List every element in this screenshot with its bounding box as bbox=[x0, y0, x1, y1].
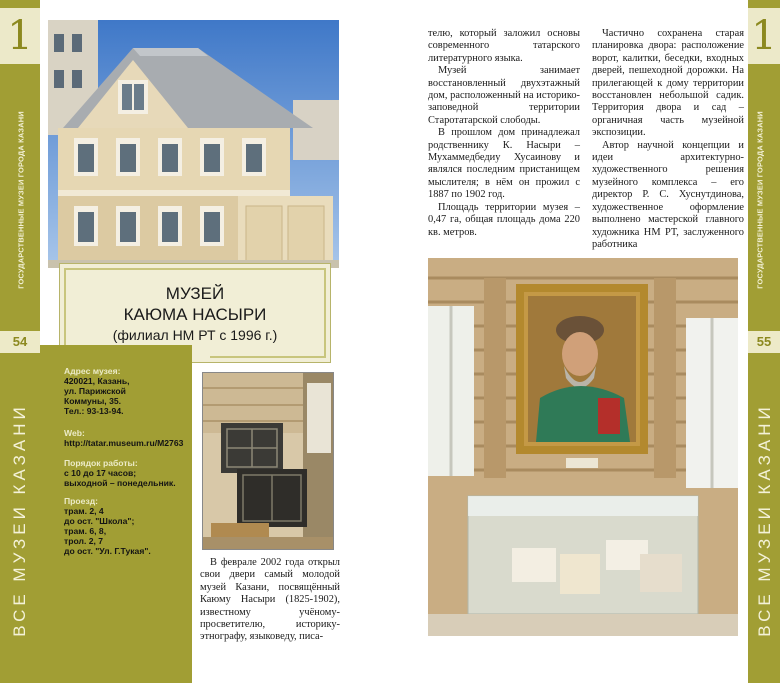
paragraph: Частично сохранена старая планировка двора: расположение ворот, калитки, беседки, входных дверей, пешеходной дорожки. На прилегающей к дому территории восстановлен небольшой садик. Территория двора и сад – органичная часть музейной экспозиции. bbox=[592, 28, 744, 139]
transport-label: Проезд: bbox=[64, 496, 99, 506]
left-series-title-text: ВСЕ МУЗЕИ КАЗАНИ bbox=[10, 403, 29, 637]
left-chapter-number: 1 bbox=[0, 8, 40, 64]
address-section bbox=[64, 366, 188, 416]
transport-section bbox=[64, 496, 188, 556]
hours-line: выходной – понедельник. bbox=[64, 478, 176, 488]
web-section bbox=[64, 428, 188, 448]
transport-line: трам. 2, 4 bbox=[64, 506, 104, 516]
address-line: 420021, Казань, bbox=[64, 376, 130, 386]
right-page-number: 55 bbox=[748, 331, 780, 353]
transport-line: до ост. "Школа"; bbox=[64, 516, 135, 526]
paragraph: В феврале 2002 года открыл свои двери самый молодой музей Казани, посвящённый Каюму Насыри (1825-1902), известному учёному-просветителю, историку-этнографу, языковеду, писа- bbox=[200, 557, 340, 643]
address-line: ул. Парижской bbox=[64, 386, 126, 396]
transport-line: до ост. "Ул. Г.Тукая". bbox=[64, 546, 151, 556]
paragraph: В прошлом дом принадлежал родственнику К. Насыри – Мухаммедбедиу Хусаинову и являлся последним пристанищем мыслителя; в нём он прожил с 1887 по 1902 год. bbox=[428, 127, 580, 201]
right-series-title bbox=[754, 370, 776, 670]
transport-line: трол. 2, 7 bbox=[64, 536, 104, 546]
right-section-title-text: ГОСУДАРСТВЕННЫЕ МУЗЕИ ГОРОДА КАЗАНИ bbox=[755, 111, 764, 289]
left-series-title bbox=[8, 370, 32, 670]
paragraph: Музей занимает восстановленный двухэтажный дом, расположенный на историко-заповедной территории Старотатарской слободы. bbox=[428, 65, 580, 126]
left-section-title bbox=[14, 70, 27, 330]
paragraph: телю, который заложил основы современного татарского литературного языка. bbox=[428, 28, 580, 64]
museum-house-photo bbox=[48, 20, 339, 268]
address-label: Адрес музея: bbox=[64, 366, 121, 376]
paragraph: Автор научной концепции и идеи архитектурно-художественного решения музейного комплекса – его директор Р. С. Хуснутдинова, художественное оформление выполнено мастерской главного художника НМ РТ, заслуженного работника bbox=[592, 139, 744, 250]
museum-title-line1: МУЗЕЙ bbox=[165, 284, 225, 303]
web-link[interactable]: http://tatar.museum.ru/M2763 bbox=[64, 438, 184, 448]
right-chapter-number: 1 bbox=[748, 8, 780, 64]
paragraph: Площадь территории музея – 0,47 га, общая площадь дома 220 кв. метров. bbox=[428, 201, 580, 238]
hours-section bbox=[64, 458, 188, 488]
portrait-exhibit-photo bbox=[428, 258, 738, 636]
museum-title-line2: КАЮМА НАСЫРИ bbox=[123, 305, 267, 324]
museum-title-subtitle: (филиал НМ РТ с 1996 г.) bbox=[112, 327, 278, 343]
transport-line: трам. 6, 8, bbox=[64, 526, 107, 536]
hours-line: с 10 до 17 часов; bbox=[64, 468, 137, 478]
address-line: Тел.: 93-13-94. bbox=[64, 406, 124, 416]
chest-photo bbox=[202, 372, 334, 550]
right-section-title bbox=[753, 70, 766, 330]
right-text-column-2 bbox=[592, 28, 744, 251]
left-page-number: 54 bbox=[0, 331, 40, 353]
address-line: Коммуны, 35. bbox=[64, 396, 122, 406]
right-text-column-1 bbox=[428, 28, 580, 239]
left-section-title-text: ГОСУДАРСТВЕННЫЕ МУЗЕИ ГОРОДА КАЗАНИ bbox=[16, 111, 25, 289]
hours-label: Порядок работы: bbox=[64, 458, 138, 468]
left-article-text bbox=[200, 557, 340, 644]
right-series-title-text: ВСЕ МУЗЕИ КАЗАНИ bbox=[755, 403, 774, 637]
web-label: Web: bbox=[64, 428, 85, 438]
